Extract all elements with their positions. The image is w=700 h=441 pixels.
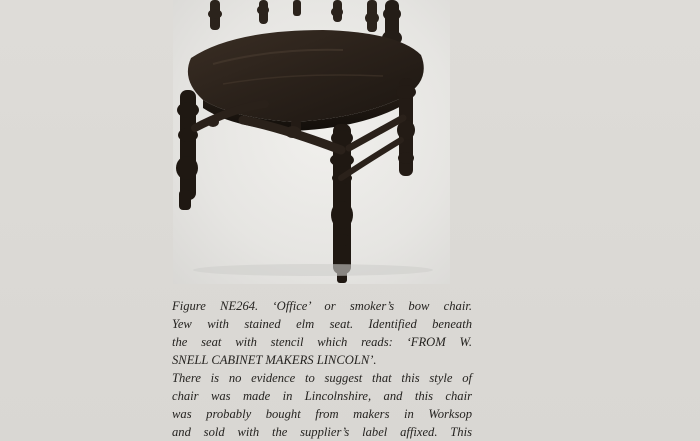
caption-line: Figure NE264. ‘Office’ or smoker’s bow chair. — [172, 299, 472, 313]
smokers-bow-chair-image — [173, 0, 450, 284]
back-spindles — [208, 0, 379, 32]
caption-line: the seat with stencil which reads: ‘FROM W. — [172, 335, 472, 349]
figure-caption — [172, 297, 472, 441]
caption-line: There is no evidence to suggest that this style of — [172, 371, 472, 385]
back-leg — [396, 78, 416, 176]
caption-line: and sold with the supplier’s label affixed. This — [172, 425, 472, 439]
chair-photograph — [173, 0, 450, 284]
caption-line: SNELL CABINET MAKERS LINCOLN’. — [172, 353, 377, 367]
caption-line: chair was made in Lincolnshire, and this chair — [172, 389, 472, 403]
caption-line: was probably bought from makers in Worksop — [172, 407, 472, 421]
caption-line: Yew with stained elm seat. Identified beneath — [172, 317, 472, 331]
left-leg — [176, 90, 199, 210]
